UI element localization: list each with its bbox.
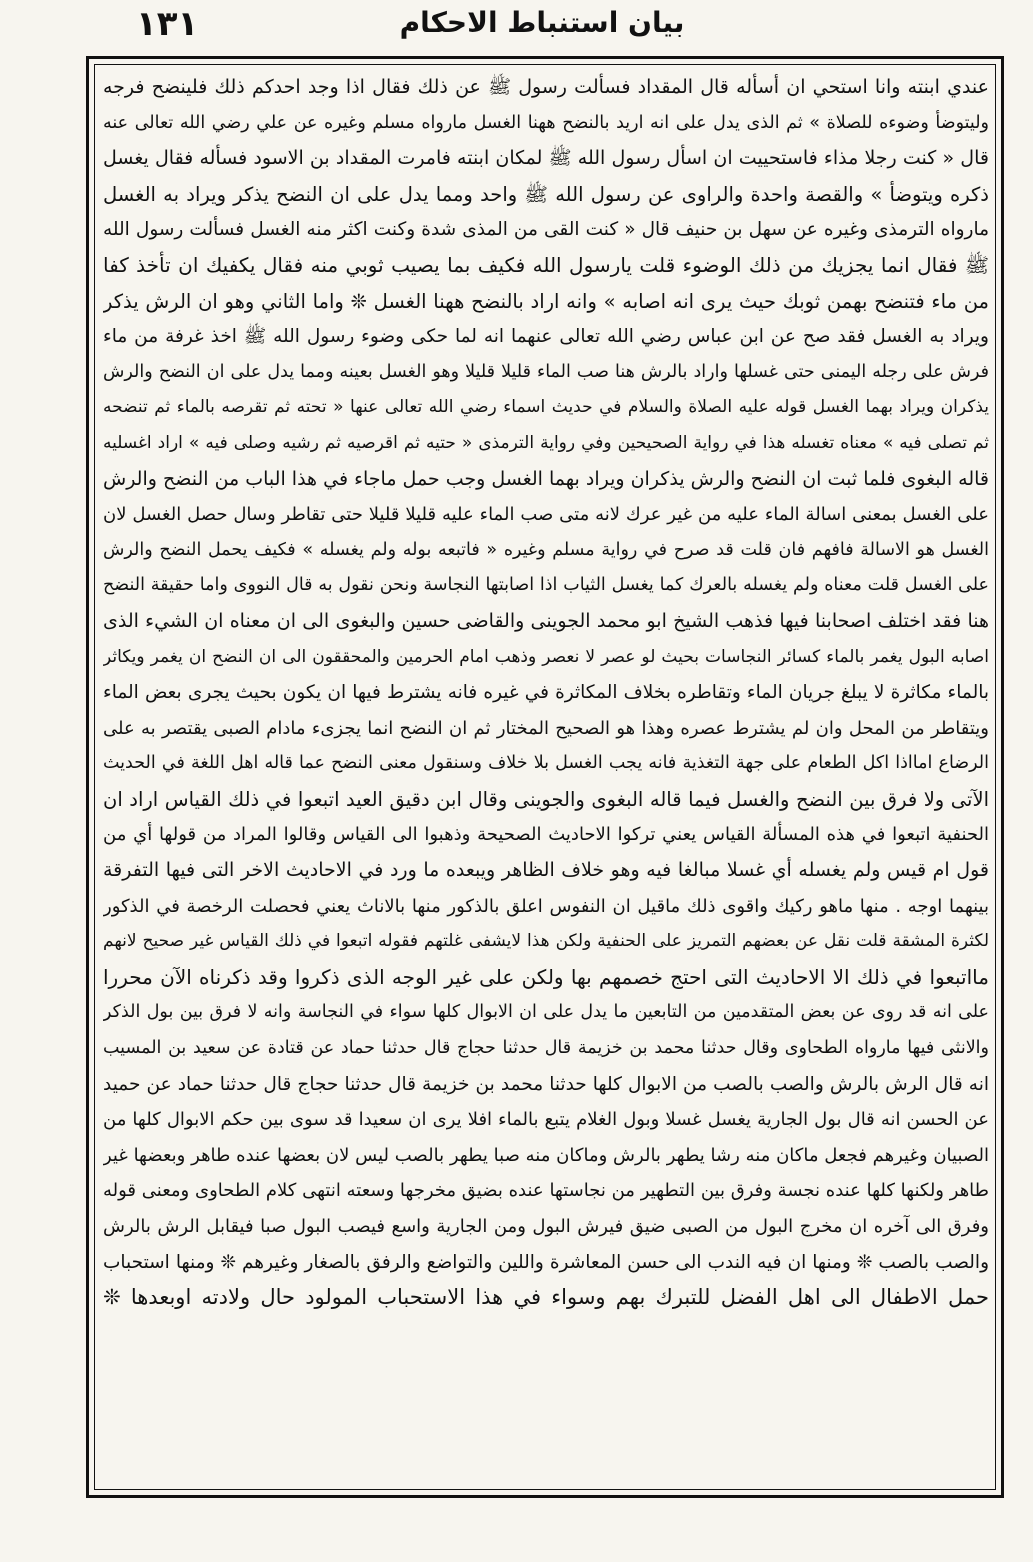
text-line: وليتوضأ وضوءه للصلاة » ثم الذى يدل على انه اريد بالنضح ههنا الغسل مارواه مسلم وغيره عن علي رضي الله تعالى عنه	[103, 112, 989, 133]
text-line: بالماء مكاثرة لا يبلغ جريان الماء وتقاطره بخلاف المكاثرة في غيره فانه يشترط فيها ان يكون بحيث يجرى بعض الماء	[103, 682, 989, 704]
text-line: ويتقاطر من المحل وان لم يشترط عصره وهذا هو الصحيح المختار ثم ان النضح انما يجزىء مادام الصبى يقتصر به على	[103, 717, 989, 739]
text-line: والانثى فيها مارواه الطحاوى وقال حدثنا محمد بن خزيمة قال حدثنا حجاج قال حدثنا حماد عن قتادة عن سعيد بن المسيب	[103, 1038, 989, 1059]
text-line: والصب بالصب ❊ ومنها ان فيه الندب الى حسن المعاشرة واللين والتواضع والرفق بالصغار وغيرهم ❊ ومنها استحباب	[103, 1251, 989, 1273]
text-line: من ماء فتنضح بهمن ثوبك حيث يرى انه اصابه » وانه اراد بالنضح ههنا الغسل ❊ واما الثاني وهو ان الرش يذكر	[103, 289, 989, 313]
text-line: ذكره ويتوضأ » والقصة واحدة والراوى عن رسول الله ﷺ واحد ومما يدل على ان النضح يذكر ويراد به الغسل	[103, 182, 989, 206]
running-title: بيان استنباط الاحكام	[399, 6, 685, 39]
text-line: مارواه الترمذى وغيره عن سهل بن حنيف قال « كنت القى من المذى شدة وكنت اكثر منه الغسل فسألت رسول الله	[103, 219, 989, 241]
text-line: الآتى ولا فرق بين النضح والغسل فيما قاله البغوى والجوينى وقال ابن دقيق العيد اتبعوا في ذلك القياس اراد ان	[103, 787, 989, 811]
text-line: اصابه البول يغمر بالماء كسائر النجاسات بحيث لو عصر لا نعصر وذهب امام الحرمين والمحققون الى ان النضح ان يغمر ويكاثر	[103, 646, 989, 667]
text-line: الحنفية اتبعوا في هذه المسألة القياس يعني تركوا الاحاديث الصحيحة وذهبوا الى القياس وقالوا المراد من قولها أي من	[103, 824, 989, 846]
text-line: قاله البغوى فلما ثبت ان النضح والرش يذكران ويراد بهما الغسل وجب حمل ماجاء في هذا الباب من النضح والرش	[103, 467, 989, 490]
text-line-last	[103, 1316, 989, 1352]
text-line: بينهما اوجه . منها ماهو ركيك واقوى ذلك ماقيل ان النفوس اعلق بالذكور منها بالاناث يعني فحصلت الرخصة في الذكور	[103, 895, 989, 917]
text-line: ﷺ فقال انما يجزيك من ذلك الوضوء قلت يارسول الله فكيف بما يصيب ثوبي منه فقال يكفيك ان تأخذ كفا	[103, 252, 989, 277]
text-line: ثم تصلى فيه » معناه تغسله هذا في رواية الصحيحين وفي رواية الترمذى « حتيه ثم اقرصيه ثم رشيه وصلى فيه » اراد اغسليه	[103, 432, 989, 453]
text-line: انه قال الرش بالرش والصب بالصب من الابوال كلها حدثنا محمد بن خزيمة قال حدثنا حجاج قال حدثنا حماد عن حميد	[103, 1073, 989, 1095]
text-line: يذكران ويراد بهما الغسل قوله عليه الصلاة والسلام في حديث اسماء رضي الله تعالى عنها « تحته ثم تقرصه بالماء ثم تنضحه	[103, 397, 989, 418]
page-number: ١٣١	[136, 4, 199, 44]
text-line: فرش على رجله اليمنى حتى غسلها واراد بالرش هنا صب الماء قليلا قليلا وهو الغسل بعينه ومما يدل على ان النضح والرش	[103, 361, 989, 382]
text-line: الصبيان وغيرهم فجعل ماكان منه رشا يطهر بالرش وماكان منه صبا يطهر بالصب ليس لان بعضها عنده طاهر وبعضها غير	[103, 1144, 989, 1166]
text-line: لكثرة المشقة قلت نقل عن بعضهم التمريز على الحنفية ولكن هذا لايشفى غلتهم فقوله اتبعوا في ذلك القياس غير صحيح لانهم	[103, 931, 989, 952]
text-line: قول ام قيس ولم يغسله أي غسلا مبالغا فيه وهو خلاف الظاهر ويبعده ما ورد في الاحاديث الاخر التى فيها التفرقة	[103, 859, 989, 882]
text-line: على انه قد روى عن بعض المتقدمين من التابعين ما يدل على ان الابوال كلها سواء في النجاسة وانه لا فرق بين بول الذكر	[103, 1002, 989, 1023]
text-line: حمل الاطفال الى اهل الفضل للتبرك بهم وسواء في هذا الاستحباب المولود حال ولادته اوبعدها ❊	[103, 1285, 989, 1310]
text-line: عن الحسن انه قال بول الجارية يغسل غسلا وبول الغلام يتبع بالماء افلا يرى ان سعيدا قد سوى بين حكم الابوال كلها من	[103, 1109, 989, 1131]
text-line: وفرق الى آخره ان مخرج البول من الصبى ضيق فيرش البول ومن الجارية واسع فيصب البول صبا فيقابل الرش بالرش	[103, 1216, 989, 1237]
text-line: الغسل هو الاسالة فافهم فان قلت قد صرح في رواية مسلم وغيره « فاتبعه بوله ولم يغسله » فكيف يحمل النضح والرش	[103, 539, 989, 560]
text-line: طاهر ولكنها كلها عنده نجسة وفرق بين التطهير من نجاستها عنده بضيق مخرجها وسعته انتهى كلام الطحاوى ومعنى قوله	[103, 1180, 989, 1202]
text-line: على الغسل بمعنى اسالة الماء عليه من غير عرك لانه متى صب الماء عليه قليلا قليلا حتى تقاطر وسال حصل الغسل لان	[103, 504, 989, 526]
text-line: هنا فقد اختلف اصحابنا فيها فذهب الشيخ ابو محمد الجوينى والقاضى حسين والبغوى الى ان معناه ان الشيء الذى	[103, 609, 989, 632]
text-line: على الغسل قلت معناه ولم يغسله بالعرك كما يغسل الثياب اذا اصابتها النجاسة ونحن نقول به قال النووى واما حقيقة النضح	[103, 575, 989, 596]
page-header	[72, 4, 1012, 50]
body-text	[103, 70, 989, 1351]
text-line: الرضاع امااذا اكل الطعام على جهة التغذية فانه يجب الغسل بلا خلاف وسنقول معنى النضح عما قاله اهل اللغة في الحديث	[103, 753, 989, 774]
text-line: عندي ابنته وانا استحي ان أسأله قال المقداد فسألت رسول ﷺ عن ذلك فقال اذا وجد احدكم ذلك فلينضح فرجه	[103, 76, 989, 98]
text-line: مااتبعوا في ذلك الا الاحاديث التى احتج خصمهم بها ولكن على غير الوجه الذى ذكروا وقد ذكرناه الآن محررا	[103, 964, 989, 989]
text-line: قال « كنت رجلا مذاء فاستحييت ان اسأل رسول الله ﷺ لمكان ابنته فامرت المقداد بن الاسود فسأله فقال يغسل	[103, 147, 989, 170]
text-line: ويراد به الغسل فقد صح عن ابن عباس رضي الله تعالى عنهما انه لما حكى وضوء رسول الله ﷺ اخذ غرفة من ماء	[103, 326, 989, 348]
page-left-margin	[0, 0, 86, 1562]
